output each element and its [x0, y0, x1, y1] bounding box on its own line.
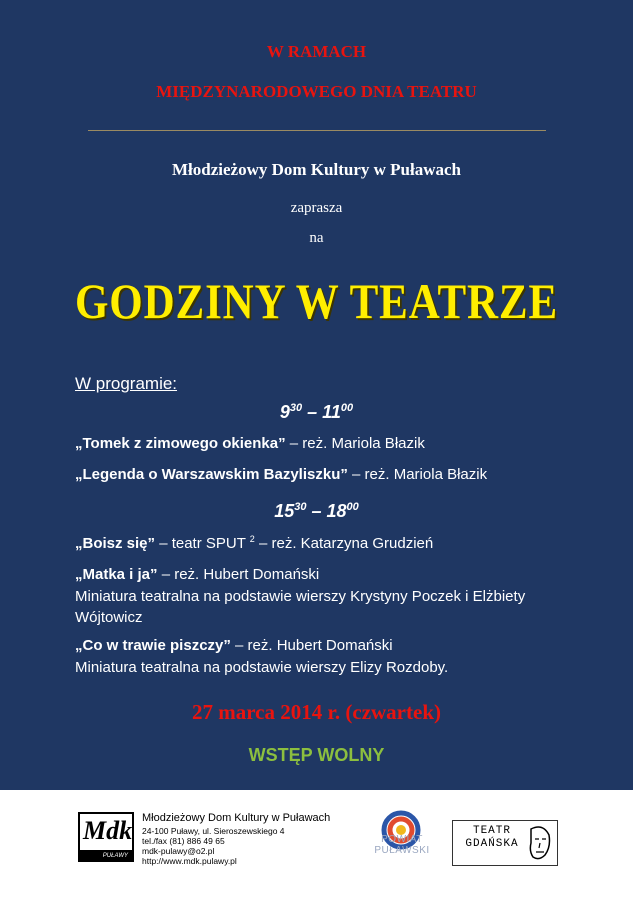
item-3-title: „Boisz się” [75, 535, 156, 552]
time-2-end-min: 00 [346, 501, 359, 513]
item-4-title: „Matka i ja” [75, 566, 158, 583]
item-2-title: „Legenda o Warszawskim Bazyliszku” [75, 466, 348, 483]
mdk-footer-name: Młodzieżowy Dom Kultury w Puławach [142, 812, 331, 824]
time-2-end-hour: 18 [326, 501, 347, 521]
programme-item-5 [75, 637, 393, 654]
teatr-line-1: TEATR [472, 825, 511, 837]
programme-item-1 [75, 435, 425, 452]
item-3-credit-a: – teatr SPUT [155, 535, 250, 552]
time-slot-2 [0, 501, 633, 522]
powiat-line-2: PUŁAWSKI [374, 845, 430, 856]
header-line-1: W RAMACH [266, 42, 367, 61]
time-2-start-hour: 15 [274, 501, 295, 521]
event-headline: GODZINY W TEATRZE [75, 273, 558, 329]
teatr-logo-text [459, 825, 525, 851]
item-1-credit: – reż. Mariola Błazik [285, 435, 425, 452]
on-text: na [309, 230, 324, 246]
item-3-credit-sup: 2 [249, 534, 255, 544]
time-1-end-min: 00 [340, 402, 354, 414]
time-2-dash: – [306, 501, 327, 521]
powiat-line-1: POWIAT [381, 834, 423, 845]
time-1-dash: – [302, 402, 323, 422]
programme-item-4 [75, 566, 319, 583]
programme-item-2 [75, 466, 487, 483]
mdk-logo-text: Mdk [83, 816, 133, 845]
mdk-phone: tel./fax (81) 886 49 65 [142, 836, 225, 846]
item-4-note-2: Wójtowicz [75, 609, 143, 626]
face-sketch-icon [523, 823, 553, 863]
teatr-line-2: GDAŃSKA [465, 838, 519, 850]
time-1-start-min: 30 [289, 402, 303, 414]
header-line-2: MIĘDZYNARODOWEGO DNIA TEATRU [156, 82, 477, 101]
time-1-start-hour: 9 [279, 402, 290, 422]
event-date: 27 marca 2014 r. (czwartek) [191, 700, 441, 724]
divider [88, 130, 546, 131]
mdk-address: 24-100 Puławy, ul. Sieroszewskiego 4 [142, 826, 285, 836]
item-5-title: „Co w trawie piszczy” [75, 637, 231, 654]
powiat-logo-text [362, 834, 442, 856]
free-entry: WSTĘP WOLNY [248, 745, 385, 765]
teatr-gdanska-logo [452, 820, 558, 866]
time-2-start-min: 30 [294, 501, 307, 513]
mdk-email[interactable]: mdk-pulawy@o2.pl [142, 846, 215, 856]
item-5-credit: – reż. Hubert Domański [230, 637, 393, 654]
item-5-note: Miniatura teatralna na podstawie wierszy Elizy Rozdoby. [75, 659, 449, 676]
item-4-credit: – reż. Hubert Domański [157, 566, 320, 583]
mdk-contact [142, 812, 330, 866]
organizer-name: Młodzieżowy Dom Kultury w Puławach [172, 160, 461, 179]
item-3-credit-b: – reż. Katarzyna Grudzień [254, 535, 434, 552]
programme-heading: W programie: [75, 374, 178, 393]
item-4-note: Miniatura teatralna na podstawie wierszy Krystyny Poczek i Elżbiety [75, 588, 526, 605]
programme-item-3 [75, 534, 433, 552]
item-1-title: „Tomek z zimowego okienka” [75, 435, 286, 452]
mdk-logo-sub: PUŁAWY [102, 853, 128, 859]
mdk-logo [78, 812, 134, 862]
item-2-credit: – reż. Mariola Błazik [347, 466, 488, 483]
footer [0, 790, 633, 898]
mdk-website[interactable]: http://www.mdk.pulawy.pl [142, 856, 237, 866]
invites-text: zaprasza [290, 200, 343, 216]
time-1-end-hour: 11 [322, 402, 341, 422]
time-slot-1 [0, 402, 633, 423]
